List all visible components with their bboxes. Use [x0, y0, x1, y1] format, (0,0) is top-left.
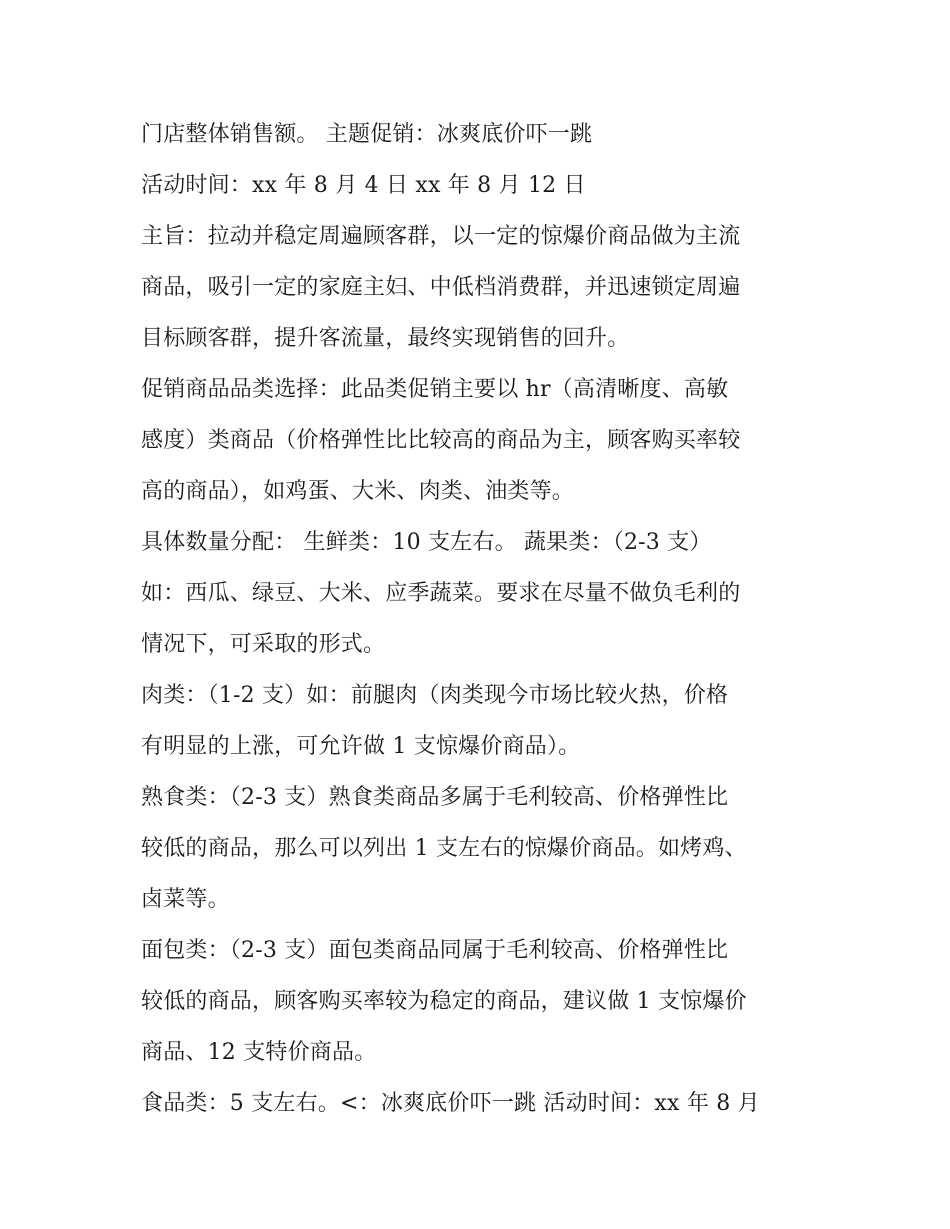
- text-line: 熟食类：（2-3 支）熟食类商品多属于毛利较高、价格弹性比: [141, 785, 729, 810]
- text-line: 有明显的上涨，可允许做 1 支惊爆价商品）。: [141, 734, 581, 759]
- text-line: 较低的商品，顾客购买率较为稳定的商品，建议做 1 支惊爆价: [141, 989, 747, 1014]
- text-line: 主旨：拉动并稳定周遍顾客群，以一定的惊爆价商品做为主流: [141, 224, 741, 249]
- document-body: [141, 109, 821, 1129]
- text-line: 目标顾客群，提升客流量，最终实现销售的回升。: [141, 326, 630, 351]
- text-line: 情况下，可采取的形式。: [141, 632, 386, 657]
- text-line: 具体数量分配： 生鲜类：10 支左右。 蔬果类：（2-3 支）: [141, 530, 712, 555]
- text-line: 门店整体销售额。 主题促销：冰爽底价吓一跳: [141, 122, 593, 147]
- text-line: 商品、12 支特价商品。: [141, 1040, 377, 1065]
- text-line: 促销商品品类选择：此品类促销主要以 hr（高清晰度、高敏: [141, 377, 729, 402]
- text-line: 高的商品），如鸡蛋、大米、肉类、油类等。: [141, 479, 575, 504]
- text-line: 活动时间：xx 年 8 月 4 日 xx 年 8 月 12 日: [141, 173, 586, 198]
- text-line: 面包类：（2-3 支）面包类商品同属于毛利较高、价格弹性比: [141, 938, 729, 963]
- text-line: 食品类：5 支左右。<：冰爽底价吓一跳 活动时间：xx 年 8 月: [141, 1091, 760, 1116]
- text-line: 卤菜等。: [141, 887, 230, 912]
- text-line: 如：西瓜、绿豆、大米、应季蔬菜。要求在尽量不做负毛利的: [141, 581, 741, 606]
- text-line: 感度）类商品（价格弹性比比较高的商品为主，顾客购买率较: [141, 428, 741, 453]
- text-line: 肉类：（1-2 支）如：前腿肉（肉类现今市场比较火热，价格: [141, 683, 729, 708]
- text-line: 较低的商品，那么可以列出 1 支左右的惊爆价商品。如烤鸡、: [141, 836, 747, 861]
- text-line: 商品，吸引一定的家庭主妇、中低档消费群，并迅速锁定周遍: [141, 275, 741, 300]
